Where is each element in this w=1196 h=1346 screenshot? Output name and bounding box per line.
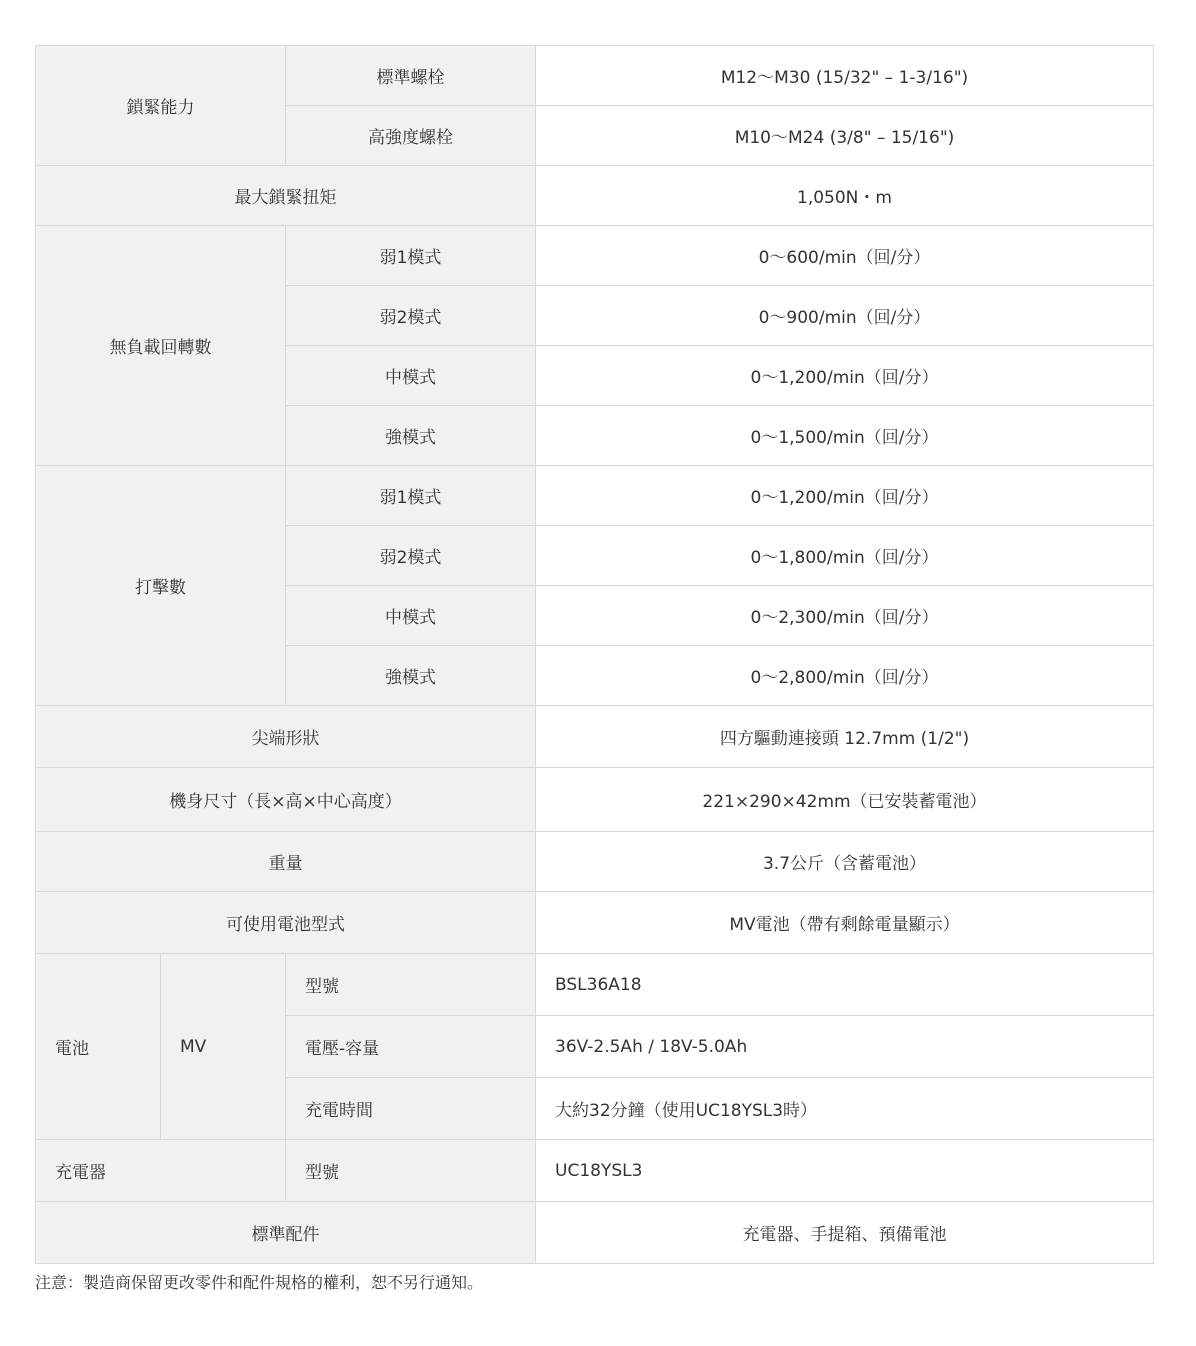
impact-mode: 強模式 bbox=[286, 646, 536, 706]
battery-label: 電池 bbox=[36, 954, 161, 1140]
disclaimer-note: 注意：製造商保留更改零件和配件規格的權利，恕不另行通知。 bbox=[35, 1273, 484, 1292]
charger-label: 充電器 bbox=[36, 1140, 286, 1202]
impact-mode: 中模式 bbox=[286, 586, 536, 646]
noload-value: 0～1,500/min（回/分） bbox=[536, 406, 1154, 466]
impact-value: 0～1,800/min（回/分） bbox=[536, 526, 1154, 586]
impact-label: 打擊數 bbox=[36, 466, 286, 706]
hs-bolt-label: 高強度螺栓 bbox=[286, 106, 536, 166]
spec-table bbox=[35, 45, 1154, 1264]
noload-label: 無負載回轉數 bbox=[36, 226, 286, 466]
table-row bbox=[36, 46, 1154, 106]
battery-model-value: BSL36A18 bbox=[536, 954, 1154, 1016]
battery-type-value: MV電池（帶有剩餘電量顯示） bbox=[536, 892, 1154, 954]
battery-voltage-label: 電壓-容量 bbox=[286, 1016, 536, 1078]
std-bolt-label: 標準螺栓 bbox=[286, 46, 536, 106]
impact-value: 0～2,800/min（回/分） bbox=[536, 646, 1154, 706]
table-row bbox=[36, 832, 1154, 892]
tip-value: 四方驅動連接頭 12.7mm (1/2") bbox=[536, 706, 1154, 768]
impact-mode: 弱2模式 bbox=[286, 526, 536, 586]
table-row bbox=[36, 1140, 1154, 1202]
noload-mode: 弱2模式 bbox=[286, 286, 536, 346]
battery-charge-label: 充電時間 bbox=[286, 1078, 536, 1140]
hs-bolt-value: M10～M24 (3/8" – 15/16") bbox=[536, 106, 1154, 166]
noload-mode: 強模式 bbox=[286, 406, 536, 466]
impact-value: 0～2,300/min（回/分） bbox=[536, 586, 1154, 646]
battery-model-label: 型號 bbox=[286, 954, 536, 1016]
std-bolt-value: M12～M30 (15/32" – 1-3/16") bbox=[536, 46, 1154, 106]
noload-value: 0～600/min（回/分） bbox=[536, 226, 1154, 286]
weight-value: 3.7公斤（含蓄電池） bbox=[536, 832, 1154, 892]
dims-value: 221×290×42mm（已安裝蓄電池） bbox=[536, 768, 1154, 832]
battery-charge-value: 大約32分鐘（使用UC18YSL3時） bbox=[536, 1078, 1154, 1140]
impact-value: 0～1,200/min（回/分） bbox=[536, 466, 1154, 526]
charger-model-value: UC18YSL3 bbox=[536, 1140, 1154, 1202]
charger-model-label: 型號 bbox=[286, 1140, 536, 1202]
table-row bbox=[36, 1202, 1154, 1264]
tip-label: 尖端形狀 bbox=[36, 706, 536, 768]
noload-value: 0～900/min（回/分） bbox=[536, 286, 1154, 346]
max-torque-label: 最大鎖緊扭矩 bbox=[36, 166, 536, 226]
table-row bbox=[36, 892, 1154, 954]
impact-mode: 弱1模式 bbox=[286, 466, 536, 526]
battery-voltage-value: 36V-2.5Ah / 18V-5.0Ah bbox=[536, 1016, 1154, 1078]
noload-mode: 中模式 bbox=[286, 346, 536, 406]
noload-value: 0～1,200/min（回/分） bbox=[536, 346, 1154, 406]
table-row bbox=[36, 954, 1154, 1016]
max-torque-value: 1,050N・m bbox=[536, 166, 1154, 226]
dims-label: 機身尺寸（長×高×中心高度） bbox=[36, 768, 536, 832]
noload-mode: 弱1模式 bbox=[286, 226, 536, 286]
table-row bbox=[36, 706, 1154, 768]
accessories-value: 充電器、手提箱、預備電池 bbox=[536, 1202, 1154, 1264]
spec-section bbox=[35, 45, 1153, 1293]
table-row bbox=[36, 466, 1154, 526]
battery-series: MV bbox=[161, 954, 286, 1140]
table-row bbox=[36, 166, 1154, 226]
capacity-label: 鎖緊能力 bbox=[36, 46, 286, 166]
table-row bbox=[36, 768, 1154, 832]
accessories-label: 標準配件 bbox=[36, 1202, 536, 1264]
weight-label: 重量 bbox=[36, 832, 536, 892]
battery-type-label: 可使用電池型式 bbox=[36, 892, 536, 954]
table-row bbox=[36, 226, 1154, 286]
